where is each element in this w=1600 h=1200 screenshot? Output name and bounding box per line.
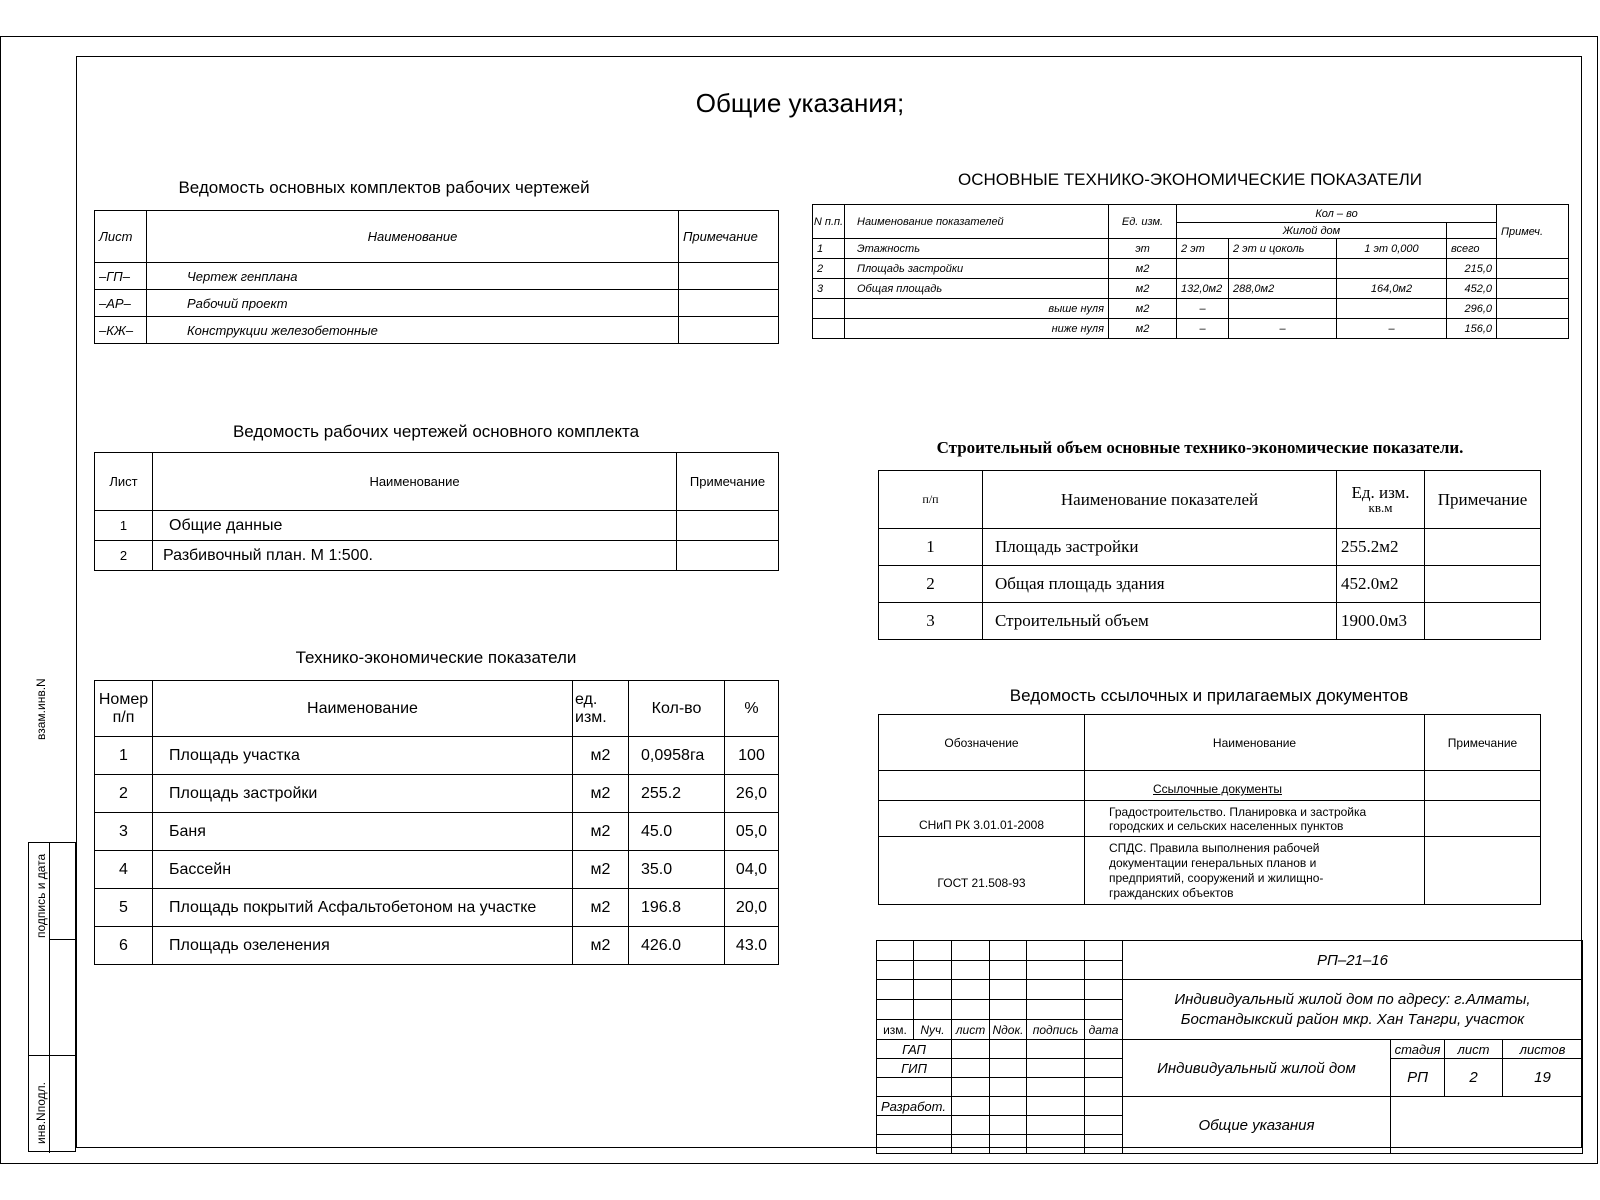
cell: 255.2м2 — [1337, 529, 1425, 566]
volume-table — [878, 470, 1541, 640]
cell — [1177, 259, 1229, 279]
cell: 2 — [813, 259, 845, 279]
sheet-value: 2 — [1445, 1059, 1503, 1097]
col-label: Nуч. — [914, 1020, 952, 1040]
cell — [1085, 771, 1425, 801]
cell — [1425, 603, 1541, 640]
cell: 1 — [879, 529, 983, 566]
table-row — [813, 279, 1569, 299]
main-tep-table — [812, 204, 1569, 339]
table-row — [95, 511, 779, 541]
header-cell: Наименование показателей — [983, 471, 1337, 529]
stage-label: стадия — [1391, 1040, 1445, 1059]
cell: 35.0 — [629, 851, 725, 889]
cell — [1425, 771, 1541, 801]
cell: 20,0 — [725, 889, 779, 927]
stamp-code: РП–21–16 — [1123, 941, 1583, 980]
cell: Площадь застройки — [153, 775, 573, 813]
tep-table — [94, 680, 779, 965]
cell: –КЖ– — [95, 317, 147, 344]
header-cell: Наименование — [153, 453, 677, 511]
cell: 1 эт 0,000 — [1337, 239, 1447, 259]
cell: всего — [1447, 239, 1497, 259]
cell: – — [1337, 319, 1447, 339]
cell: Баня — [153, 813, 573, 851]
cell — [679, 290, 779, 317]
cell: 100 — [725, 737, 779, 775]
table-header-row — [95, 681, 779, 737]
header-cell: Кол – во — [1177, 205, 1497, 223]
cell: Чертеж генплана — [147, 263, 679, 290]
cell: м2 — [1109, 319, 1177, 339]
cell: 3 — [813, 279, 845, 299]
cell — [1425, 801, 1541, 837]
cell: 215,0 — [1447, 259, 1497, 279]
cell: 296,0 — [1447, 299, 1497, 319]
sets-table-title: Ведомость основных комплектов рабочих чертежей — [178, 178, 590, 197]
cell — [813, 319, 845, 339]
stamp-address — [1123, 980, 1583, 1040]
name-line: Градостроительство. Планировка и застройка — [1109, 804, 1367, 819]
address-line: Индивидуальный жилой дом по адресу: г.Алматы, — [1174, 990, 1531, 1008]
main-set-table-title: Ведомость рабочих чертежей основного комплекта — [232, 422, 640, 441]
cell: 2 — [95, 541, 153, 571]
table-row — [95, 927, 779, 965]
cell: 132,0м2 — [1177, 279, 1229, 299]
header-cell: Примечание — [1425, 471, 1541, 529]
cell: 2 эт — [1177, 239, 1229, 259]
cell: 2 — [879, 566, 983, 603]
cell — [1497, 279, 1569, 299]
cell: м2 — [1109, 279, 1177, 299]
cell: 05,0 — [725, 813, 779, 851]
unit-line: кв.м — [1368, 499, 1393, 515]
cell — [1425, 566, 1541, 603]
cell: – — [1229, 319, 1337, 339]
side-label-inv: инв.Nподл. — [34, 1082, 48, 1144]
header-cell — [1447, 223, 1497, 239]
header-cell: % — [725, 681, 779, 737]
col-label: дата — [1085, 1020, 1123, 1040]
table-row — [95, 541, 779, 571]
header-cell: Примеч. — [1497, 205, 1569, 259]
cell — [813, 299, 845, 319]
table-header-row — [879, 471, 1541, 529]
cell: 255.2 — [629, 775, 725, 813]
table-row — [879, 837, 1541, 905]
cell — [1425, 529, 1541, 566]
header-cell: Жилой дом — [1177, 223, 1447, 239]
cell: м2 — [573, 851, 629, 889]
cell: – — [1177, 319, 1229, 339]
sheets-value: 19 — [1503, 1059, 1583, 1097]
cell — [1425, 837, 1541, 905]
header-cell: Примечание — [679, 211, 779, 263]
cell: –АР– — [95, 290, 147, 317]
unit-line: Ед. изм. — [1351, 482, 1410, 502]
sheets-label: листов — [1503, 1040, 1583, 1059]
cell — [1085, 801, 1425, 837]
table-row — [95, 737, 779, 775]
header-cell: Наименование — [1085, 715, 1425, 771]
cell — [1085, 837, 1425, 905]
cell: 1 — [95, 737, 153, 775]
header-cell: Лист — [95, 453, 153, 511]
header-cell: Наименование — [153, 681, 573, 737]
cell: 1 — [95, 511, 153, 541]
cell: 156,0 — [1447, 319, 1497, 339]
col-label: подпись — [1027, 1020, 1085, 1040]
cell: 43.0 — [725, 927, 779, 965]
header-cell: Ед. изм. — [1109, 205, 1177, 239]
cell: Площадь участка — [153, 737, 573, 775]
header-cell: Наименование показателей — [845, 205, 1109, 239]
cell — [1229, 299, 1337, 319]
cell: 5 — [95, 889, 153, 927]
cell: 452.0м2 — [1337, 566, 1425, 603]
cell: Общая площадь — [845, 279, 1109, 299]
cell: 6 — [95, 927, 153, 965]
cell: м2 — [573, 927, 629, 965]
header-cell: N п.п. — [813, 205, 845, 239]
cell — [1497, 299, 1569, 319]
cell: Строительный объем — [983, 603, 1337, 640]
sets-table — [94, 210, 779, 344]
cell: 3 — [95, 813, 153, 851]
refs-table — [878, 714, 1541, 905]
cell: 45.0 — [629, 813, 725, 851]
table-header-row — [95, 211, 779, 263]
cell — [677, 541, 779, 571]
role-label: ГАП — [877, 1040, 952, 1059]
cell: – — [1177, 299, 1229, 319]
name-line: СПДС. Правила выполнения рабочей — [1109, 840, 1320, 855]
cell: Площадь озеленения — [153, 927, 573, 965]
main-tep-title: ОСНОВНЫЕ ТЕХНИКО-ЭКОНОМИЧЕСКИЕ ПОКАЗАТЕЛИ — [958, 170, 1422, 189]
table-row — [813, 319, 1569, 339]
refs-table-title: Ведомость ссылочных и прилагаемых документов — [1009, 686, 1409, 705]
col-label: изм. — [877, 1020, 914, 1040]
table-row — [879, 566, 1541, 603]
sheet-label: лист — [1445, 1040, 1503, 1059]
cell — [679, 263, 779, 290]
cell: СНиП РК 3.01.01-2008 — [879, 801, 1085, 837]
cell — [1229, 259, 1337, 279]
title-block — [876, 940, 1583, 1154]
header-cell: Лист — [95, 211, 147, 263]
header-cell: Примечание — [1425, 715, 1541, 771]
header-cell: Обозначение — [879, 715, 1085, 771]
cell: 164,0м2 — [1337, 279, 1447, 299]
cell: Этажность — [845, 239, 1109, 259]
cell: м2 — [573, 889, 629, 927]
cell: Площадь застройки — [983, 529, 1337, 566]
cell: Площадь застройки — [845, 259, 1109, 279]
cell: Бассейн — [153, 851, 573, 889]
side-label-vzam: взам.инв.N — [34, 678, 48, 740]
cell: 26,0 — [725, 775, 779, 813]
name-line: предприятий, сооружений и жилищно- — [1109, 870, 1324, 885]
table-row — [95, 317, 779, 344]
cell: Общая площадь здания — [983, 566, 1337, 603]
table-row — [879, 801, 1541, 837]
header-cell: ед. изм. — [573, 681, 629, 737]
cell: ГОСТ 21.508-93 — [879, 837, 1085, 905]
cell: ниже нуля — [845, 319, 1109, 339]
header-cell: п/п — [879, 471, 983, 529]
role-label: ГИП — [877, 1059, 952, 1078]
table-header-row — [879, 715, 1541, 771]
name-line: городских и сельских населенных пунктов — [1109, 818, 1344, 833]
cell: 1900.0м3 — [1337, 603, 1425, 640]
table-header-row — [95, 453, 779, 511]
cell: м2 — [1109, 259, 1177, 279]
col-label: Nдок. — [990, 1020, 1027, 1040]
cell: Разбивочный план. М 1:500. — [153, 541, 677, 571]
cell: м2 — [573, 813, 629, 851]
table-row — [879, 771, 1541, 801]
table-row — [813, 259, 1569, 279]
volume-table-title: Строительный объем основные технико-экономические показатели. — [936, 438, 1464, 457]
table-row — [95, 813, 779, 851]
header-cell-unit — [1337, 471, 1425, 529]
page-title: Общие указания; — [695, 88, 905, 118]
cell: 452,0 — [1447, 279, 1497, 299]
cell — [1337, 299, 1447, 319]
stage-value: РП — [1391, 1059, 1445, 1097]
section-label: Ссылочные документы — [1153, 782, 1282, 796]
cell — [679, 317, 779, 344]
cell: эт — [1109, 239, 1177, 259]
header-cell: Наименование — [147, 211, 679, 263]
cell: 4 — [95, 851, 153, 889]
table-row — [813, 299, 1569, 319]
header-cell: Примечание — [677, 453, 779, 511]
stamp-object: Индивидуальный жилой дом — [1123, 1040, 1391, 1097]
side-label-podpis: подпись и дата — [34, 853, 48, 938]
cell: м2 — [573, 737, 629, 775]
tep-table-title: Технико-экономические показатели — [295, 648, 577, 667]
cell: 288,0м2 — [1229, 279, 1337, 299]
header-cell: Номер п/п — [95, 681, 153, 737]
cell: Общие данные — [153, 511, 677, 541]
cell — [1497, 319, 1569, 339]
table-row — [95, 263, 779, 290]
cell: 1 — [813, 239, 845, 259]
table-row — [879, 603, 1541, 640]
cell — [677, 511, 779, 541]
header-cell: Кол-во — [629, 681, 725, 737]
cell: 426.0 — [629, 927, 725, 965]
role-label: Разработ. — [877, 1097, 952, 1116]
main-set-table — [94, 452, 779, 571]
table-header-row — [813, 205, 1569, 223]
cell: выше нуля — [845, 299, 1109, 319]
cell: Площадь покрытий Асфальтобетоном на участке — [153, 889, 573, 927]
address-line: Бостандыкский район мкр. Хан Тангри, участок — [1180, 1010, 1525, 1028]
cell: 2 эт и цоколь — [1229, 239, 1337, 259]
cell — [879, 771, 1085, 801]
cell: Конструкции железобетонные — [147, 317, 679, 344]
cell: 0,0958га — [629, 737, 725, 775]
table-row — [813, 239, 1569, 259]
table-row — [95, 889, 779, 927]
cell: 196.8 — [629, 889, 725, 927]
stamp-sheet-title: Общие указания — [1123, 1097, 1391, 1154]
table-row — [95, 290, 779, 317]
cell: 3 — [879, 603, 983, 640]
cell: м2 — [1109, 299, 1177, 319]
cell — [1497, 259, 1569, 279]
table-row — [879, 529, 1541, 566]
col-label: лист — [952, 1020, 990, 1040]
cell: м2 — [573, 775, 629, 813]
table-row — [95, 775, 779, 813]
name-line: документации генеральных планов и — [1109, 855, 1317, 870]
cell: 2 — [95, 775, 153, 813]
table-row — [95, 851, 779, 889]
cell — [1337, 259, 1447, 279]
name-line: гражданских объектов — [1109, 885, 1234, 900]
cell: Рабочий проект — [147, 290, 679, 317]
cell: 04,0 — [725, 851, 779, 889]
cell: –ГП– — [95, 263, 147, 290]
